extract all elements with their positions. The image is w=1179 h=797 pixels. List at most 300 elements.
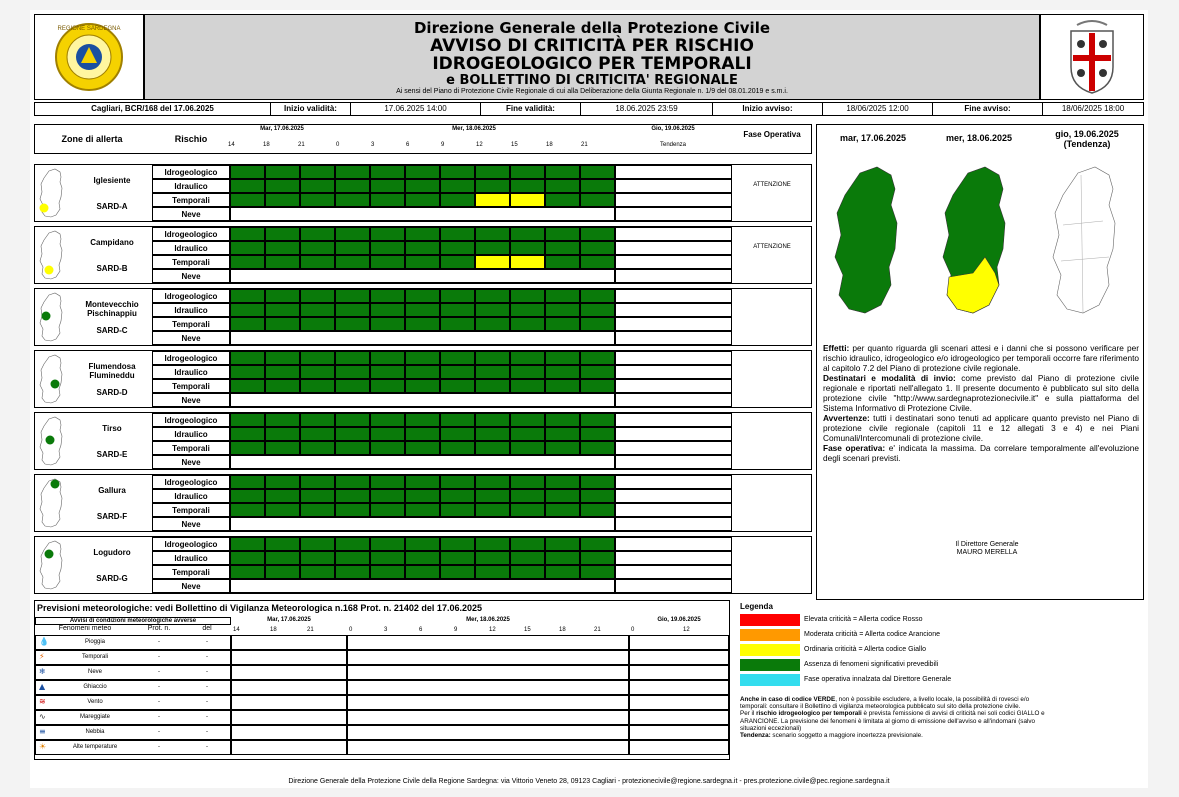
risk-label: Neve	[152, 331, 230, 345]
green-alert-cell	[545, 351, 580, 365]
meteo-cell-day2	[347, 665, 629, 680]
grid-day3-label: Gio, 19.06.2025	[651, 126, 695, 132]
green-alert-cell	[545, 379, 580, 393]
meteo-hour-label: 15	[524, 627, 531, 633]
green-alert-cell	[510, 565, 545, 579]
green-alert-cell	[230, 241, 265, 255]
green-alert-cell	[335, 241, 370, 255]
green-alert-cell	[580, 241, 615, 255]
meteo-hour-label: 21	[307, 627, 314, 633]
meteo-cell-day1	[231, 650, 347, 665]
risk-label: Neve	[152, 579, 230, 593]
risk-label: Neve	[152, 207, 230, 221]
warning-end-label: Fine avviso:	[933, 103, 1043, 115]
green-alert-cell	[265, 551, 300, 565]
green-alert-cell	[300, 489, 335, 503]
zone-fase-operativa: ATTENZIONE	[753, 182, 791, 188]
green-alert-cell	[545, 441, 580, 455]
meteo-cell-day1	[231, 725, 347, 740]
green-alert-cell	[475, 179, 510, 193]
green-alert-cell	[475, 441, 510, 455]
green-alert-cell	[335, 475, 370, 489]
grid-hour-label: 18	[263, 142, 270, 148]
green-alert-cell	[405, 289, 440, 303]
green-alert-cell	[300, 351, 335, 365]
validity-start-value: 17.06.2025 14:00	[351, 103, 481, 115]
green-alert-cell	[300, 379, 335, 393]
green-alert-cell	[475, 427, 510, 441]
green-alert-cell	[265, 379, 300, 393]
green-alert-cell	[475, 303, 510, 317]
meteo-cell-day3	[629, 650, 729, 665]
green-alert-cell	[475, 241, 510, 255]
green-alert-cell	[510, 503, 545, 517]
green-alert-cell	[265, 255, 300, 269]
right-logo-box	[1040, 14, 1144, 100]
risk-label: Idraulico	[152, 489, 230, 503]
meteo-hour-label: 18	[559, 627, 566, 633]
zone-code: SARD-E	[96, 450, 128, 459]
green-alert-cell	[545, 551, 580, 565]
grid-hour-label: 15	[511, 142, 518, 148]
risk-label: Temporali	[152, 193, 230, 207]
trend-cell	[615, 165, 732, 179]
green-alert-cell	[300, 551, 335, 565]
meteo-hour-label: 12	[683, 627, 690, 633]
green-alert-cell	[440, 351, 475, 365]
risk-label: Idrogeologico	[152, 537, 230, 551]
green-alert-cell	[475, 503, 510, 517]
green-alert-cell	[230, 255, 265, 269]
meteo-hour-label: 0	[349, 627, 353, 633]
green-alert-cell	[265, 413, 300, 427]
logo-text: REGIONE SARDEGNA	[57, 26, 121, 32]
meteo-cell-day2	[347, 650, 629, 665]
green-alert-cell	[405, 241, 440, 255]
snow-icon: ❄	[39, 667, 46, 676]
green-alert-cell	[230, 289, 265, 303]
right-panel	[816, 124, 1144, 600]
header-title-line2: IDROGEOLOGICO PER TEMPORALI	[432, 54, 752, 74]
risk-label: Temporali	[152, 441, 230, 455]
green-alert-cell	[335, 365, 370, 379]
green-alert-cell	[580, 165, 615, 179]
meteo-cell-day2	[347, 695, 629, 710]
green-alert-cell	[300, 413, 335, 427]
meteo-cell-day2	[347, 635, 629, 650]
green-alert-cell	[265, 227, 300, 241]
legend-label: Moderata criticità = Allerta codice Arancione	[804, 631, 940, 638]
green-alert-cell	[405, 165, 440, 179]
green-alert-cell	[475, 537, 510, 551]
green-alert-cell	[440, 317, 475, 331]
zone-code: SARD-B	[96, 264, 128, 273]
header-title-line1: AVVISO DI CRITICITÀ PER RISCHIO	[430, 36, 754, 56]
neve-row-cell	[230, 455, 615, 469]
green-alert-cell	[475, 413, 510, 427]
zone-map-icon	[37, 540, 71, 590]
green-alert-cell	[370, 165, 405, 179]
green-alert-cell	[335, 503, 370, 517]
green-alert-cell	[300, 565, 335, 579]
meteo-hour-label: 0	[631, 627, 635, 633]
green-alert-cell	[405, 551, 440, 565]
green-alert-cell	[265, 317, 300, 331]
meteo-hour-label: 6	[419, 627, 423, 633]
green-alert-cell	[475, 475, 510, 489]
meteo-day1: Mar, 17.06.2025	[267, 617, 311, 623]
legend-swatch	[740, 674, 800, 686]
meteo-del: -	[206, 729, 208, 735]
legend-notes: Anche in caso di codice VERDE, non è possibile escludere, a livello locale, la possibilità di rovesci e/o temporali: consultare il Bollettino di vigilanza meteorologica pubblicato sul sito della protezione civile. Per il rischio idrogeologico per temporali è prevista l'emissione di avvisi di criticità nei soli codici GIALLO e ARANCIONE. La previsione dei fenomeni è limitata al giorno di emissione dell'avviso e all'indomani (salvo situazioni eccezionali) Tendenza: scenario soggetto a maggiore incertezza previsionale.	[740, 696, 1045, 740]
green-alert-cell	[580, 317, 615, 331]
meteo-prot: -	[158, 714, 160, 720]
green-alert-cell	[370, 179, 405, 193]
green-alert-cell	[405, 351, 440, 365]
fog-icon: ≡	[39, 727, 46, 736]
green-alert-cell	[230, 551, 265, 565]
zone-name: Iglesiente	[93, 176, 131, 185]
meteo-col-prot: Prot. n.	[147, 625, 171, 632]
trend-cell	[615, 193, 732, 207]
meteo-cell-day3	[629, 680, 729, 695]
meteo-forecast-table	[34, 600, 730, 760]
green-alert-cell	[335, 193, 370, 207]
warning-end-value: 18/06/2025 18:00	[1061, 104, 1125, 113]
meteo-prot: -	[158, 684, 160, 690]
neve-row-cell	[230, 393, 615, 407]
green-alert-cell	[580, 193, 615, 207]
green-alert-cell	[580, 537, 615, 551]
meteo-del: -	[206, 684, 208, 690]
legend-swatch	[740, 614, 800, 626]
risk-label: Temporali	[152, 317, 230, 331]
header-subtitle: Ai sensi del Piano di Protezione Civile Regionale di cui alla Deliberazione della Giunta Regionale n. 1/9 del 08.01.2019 e s.m.i.	[396, 88, 788, 95]
risk-label: Idraulico	[152, 179, 230, 193]
green-alert-cell	[370, 255, 405, 269]
green-alert-cell	[300, 317, 335, 331]
green-alert-cell	[405, 317, 440, 331]
green-alert-cell	[580, 365, 615, 379]
green-alert-cell	[475, 317, 510, 331]
grid-hour-label: 21	[581, 142, 588, 148]
grid-hour-label: 0	[336, 142, 340, 148]
zone-map-icon	[37, 478, 71, 528]
green-alert-cell	[545, 489, 580, 503]
green-alert-cell	[370, 289, 405, 303]
green-alert-cell	[230, 537, 265, 551]
meteo-title: Previsioni meteorologiche: vedi Bollettino di Vigilanza Meteorologica n.168 Prot. n. 21402 del 17.06.2025	[37, 603, 482, 613]
zone-name: Tirso	[102, 424, 122, 433]
green-alert-cell	[440, 565, 475, 579]
grid-hour-label: 18	[546, 142, 553, 148]
meteo-cell-day1	[231, 740, 347, 755]
trend-cell	[615, 365, 732, 379]
trend-cell	[615, 441, 732, 455]
grid-trend-label: Tendenza	[659, 142, 687, 148]
warning-start-value: 18/06/2025 12:00	[823, 103, 933, 115]
yellow-alert-cell	[475, 193, 510, 207]
green-alert-cell	[265, 427, 300, 441]
green-alert-cell	[475, 551, 510, 565]
green-alert-cell	[580, 551, 615, 565]
meteo-cell-day3	[629, 665, 729, 680]
green-alert-cell	[230, 503, 265, 517]
green-alert-cell	[335, 351, 370, 365]
green-alert-cell	[335, 227, 370, 241]
notes-block: Effetti: per quanto riguarda gli scenari attesi e i danni che si possono verificare per rischio idraulico, idrogeologico e/o idrogeologico per temporali occorre fare riferimento al capitolo 7.2 del Piano di protezione civile regionale. Destinatari e modalità di invio: come previsto dal Piano di protezione civile regionale e riportati nell'allegato 1. Il presente documento è pubblicato sul sito della protezione civile "http://www.sardegnaprotezionecivile.it" e sulla piattaforma del Sistema Informativo di Protezione Civile. Avvertenze: tutti i destinatari sono tenuti ad applicare quanto previsto nel Piano di protezione civile regionale (capitoli 11 e 12 allegati 3 e 4) e nei Piani Comunali/Intercomunali di protezione civile. Fase operativa: e' indicata la massima. Da correlare temporalmente all'evoluzione degli scenari previsti.	[823, 343, 1139, 463]
meteo-col-phen: Fenomeni meteo	[58, 625, 112, 632]
col-risk-header: Rischio	[174, 134, 208, 144]
green-alert-cell	[300, 165, 335, 179]
green-alert-cell	[230, 193, 265, 207]
trend-cell	[615, 289, 732, 303]
grid-hour-label: 6	[406, 142, 410, 148]
green-alert-cell	[545, 537, 580, 551]
wind-icon: ≋	[39, 697, 46, 706]
green-alert-cell	[580, 503, 615, 517]
green-alert-cell	[370, 317, 405, 331]
green-alert-cell	[265, 193, 300, 207]
zone-code: SARD-F	[96, 512, 128, 521]
meteo-day2: Mer, 18.06.2025	[466, 617, 510, 623]
green-alert-cell	[335, 317, 370, 331]
grid-day1-label: Mar, 17.06.2025	[260, 126, 304, 132]
risk-label: Idraulico	[152, 303, 230, 317]
trend-cell	[615, 565, 732, 579]
green-alert-cell	[230, 351, 265, 365]
green-alert-cell	[300, 227, 335, 241]
green-alert-cell	[265, 351, 300, 365]
green-alert-cell	[300, 441, 335, 455]
green-alert-cell	[475, 165, 510, 179]
meteo-cell-day2	[347, 680, 629, 695]
zone-name: Campidano	[90, 238, 134, 247]
green-alert-cell	[545, 255, 580, 269]
zone-block	[34, 288, 812, 346]
green-alert-cell	[580, 565, 615, 579]
meteo-cell-day2	[347, 740, 629, 755]
green-alert-cell	[405, 365, 440, 379]
green-alert-cell	[580, 303, 615, 317]
trend-cell	[615, 379, 732, 393]
storm-icon: ⚡	[39, 652, 45, 661]
green-alert-cell	[230, 365, 265, 379]
green-alert-cell	[405, 303, 440, 317]
meteo-cell-day3	[629, 725, 729, 740]
green-alert-cell	[440, 551, 475, 565]
footer: Direzione Generale della Protezione Civile della Regione Sardegna: via Vittorio Veneto 28, 09123 Cagliari - protezionecivile@regione.sardegna.it - pres.protezione.civile@pec.regione.sardegna.it	[288, 778, 890, 785]
zone-name: Gallura	[98, 486, 126, 495]
validity-start-label: Inizio validità:	[271, 103, 351, 115]
meteo-prot: -	[158, 639, 160, 645]
trend-cell	[615, 269, 732, 283]
green-alert-cell	[405, 565, 440, 579]
header-org: Direzione Generale della Protezione Civile	[413, 19, 771, 37]
grid-hour-label: 9	[441, 142, 445, 148]
meteo-phenomenon: Mareggiate	[79, 714, 111, 720]
green-alert-cell	[300, 289, 335, 303]
green-alert-cell	[405, 379, 440, 393]
green-alert-cell	[405, 179, 440, 193]
zone-block	[34, 164, 812, 222]
zone-map-icon	[37, 292, 71, 342]
green-alert-cell	[230, 165, 265, 179]
green-alert-cell	[510, 227, 545, 241]
zone-map-icon	[37, 416, 71, 466]
left-logo-box	[34, 14, 144, 100]
yellow-alert-cell	[510, 193, 545, 207]
trend-cell	[615, 475, 732, 489]
trend-cell	[615, 393, 732, 407]
green-alert-cell	[265, 565, 300, 579]
green-alert-cell	[510, 475, 545, 489]
meteo-phenomenon: Pioggia	[84, 639, 105, 645]
zone-block	[34, 350, 812, 408]
meteo-cell-day1	[231, 635, 347, 650]
risk-label: Neve	[152, 393, 230, 407]
green-alert-cell	[440, 193, 475, 207]
zone-name: Flumendosa Flumineddu	[88, 362, 136, 380]
green-alert-cell	[230, 565, 265, 579]
map3-date: gio, 19.06.2025 (Tendenza)	[1055, 129, 1119, 149]
zone-map-icon	[37, 230, 71, 280]
green-alert-cell	[370, 427, 405, 441]
green-alert-cell	[440, 303, 475, 317]
green-alert-cell	[265, 503, 300, 517]
green-alert-cell	[405, 255, 440, 269]
grid-day2-label: Mer, 18.06.2025	[452, 126, 496, 132]
trend-cell	[615, 413, 732, 427]
green-alert-cell	[405, 475, 440, 489]
green-alert-cell	[545, 165, 580, 179]
zone-fase-operativa: ATTENZIONE	[753, 244, 791, 250]
trend-cell	[615, 517, 732, 531]
validity-bar	[34, 102, 1144, 116]
meteo-phenomenon: Nebbia	[85, 729, 105, 735]
green-alert-cell	[265, 537, 300, 551]
meteo-phenomenon: Temporali	[81, 654, 108, 660]
green-alert-cell	[580, 179, 615, 193]
green-alert-cell	[545, 241, 580, 255]
neve-row-cell	[230, 331, 615, 345]
green-alert-cell	[510, 317, 545, 331]
risk-label: Temporali	[152, 565, 230, 579]
neve-row-cell	[230, 517, 615, 531]
legend-box	[738, 600, 1144, 760]
legend-title: Legenda	[740, 602, 773, 611]
green-alert-cell	[405, 193, 440, 207]
risk-label: Idrogeologico	[152, 289, 230, 303]
meteo-cell-day1	[231, 710, 347, 725]
green-alert-cell	[335, 413, 370, 427]
green-alert-cell	[300, 255, 335, 269]
risk-label: Idraulico	[152, 427, 230, 441]
map1-date: mar, 17.06.2025	[839, 133, 907, 143]
green-alert-cell	[440, 427, 475, 441]
green-alert-cell	[475, 289, 510, 303]
green-alert-cell	[370, 537, 405, 551]
risk-label: Idrogeologico	[152, 227, 230, 241]
risk-label: Neve	[152, 269, 230, 283]
green-alert-cell	[405, 537, 440, 551]
grid-hour-label: 21	[298, 142, 305, 148]
green-alert-cell	[265, 475, 300, 489]
green-alert-cell	[440, 227, 475, 241]
zone-code: SARD-A	[96, 202, 128, 211]
meteo-cell-day3	[629, 710, 729, 725]
meteo-prot: -	[158, 669, 160, 675]
meteo-hour-label: 18	[270, 627, 277, 633]
green-alert-cell	[440, 365, 475, 379]
green-alert-cell	[230, 427, 265, 441]
header-title-line3: e BOLLETTINO DI CRITICITA' REGIONALE	[446, 73, 738, 88]
trend-cell	[615, 351, 732, 365]
green-alert-cell	[510, 303, 545, 317]
green-alert-cell	[230, 475, 265, 489]
warning-start-label: Inizio avviso:	[713, 103, 823, 115]
legend-label: Assenza di fenomeni significativi prevedibili	[804, 661, 939, 668]
green-alert-cell	[440, 489, 475, 503]
green-alert-cell	[300, 193, 335, 207]
green-alert-cell	[370, 441, 405, 455]
legend-label: Fase operativa innalzata dal Direttore Generale	[804, 676, 952, 683]
risk-label: Neve	[152, 517, 230, 531]
validity-end-value: 18.06.2025 23:59	[581, 103, 713, 115]
map-day2	[943, 167, 1005, 313]
trend-cell	[615, 179, 732, 193]
green-alert-cell	[265, 441, 300, 455]
green-alert-cell	[545, 565, 580, 579]
green-alert-cell	[370, 241, 405, 255]
green-alert-cell	[370, 379, 405, 393]
green-alert-cell	[335, 379, 370, 393]
trend-cell	[615, 455, 732, 469]
meteo-prot: -	[158, 729, 160, 735]
green-alert-cell	[335, 255, 370, 269]
zone-map-icon	[37, 354, 71, 404]
meteo-prot: -	[158, 744, 160, 750]
green-alert-cell	[300, 475, 335, 489]
neve-row-cell	[230, 579, 615, 593]
green-alert-cell	[230, 379, 265, 393]
trend-cell	[615, 207, 732, 221]
green-alert-cell	[300, 537, 335, 551]
green-alert-cell	[545, 365, 580, 379]
risk-label: Idrogeologico	[152, 413, 230, 427]
green-alert-cell	[475, 489, 510, 503]
green-alert-cell	[370, 475, 405, 489]
green-alert-cell	[335, 165, 370, 179]
green-alert-cell	[265, 179, 300, 193]
green-alert-cell	[405, 503, 440, 517]
trend-cell	[615, 227, 732, 241]
green-alert-cell	[265, 303, 300, 317]
green-alert-cell	[580, 441, 615, 455]
risk-label: Temporali	[152, 255, 230, 269]
regione-sardegna-logo	[35, 15, 143, 99]
green-alert-cell	[230, 227, 265, 241]
green-alert-cell	[475, 379, 510, 393]
green-alert-cell	[510, 551, 545, 565]
green-alert-cell	[230, 413, 265, 427]
meteo-avvisi: Avvisi di condizioni meteorologiche avverse	[35, 617, 231, 625]
green-alert-cell	[475, 365, 510, 379]
green-alert-cell	[230, 303, 265, 317]
green-alert-cell	[545, 427, 580, 441]
meteo-phenomenon: Neve	[87, 669, 102, 675]
meteo-cell-day2	[347, 725, 629, 740]
